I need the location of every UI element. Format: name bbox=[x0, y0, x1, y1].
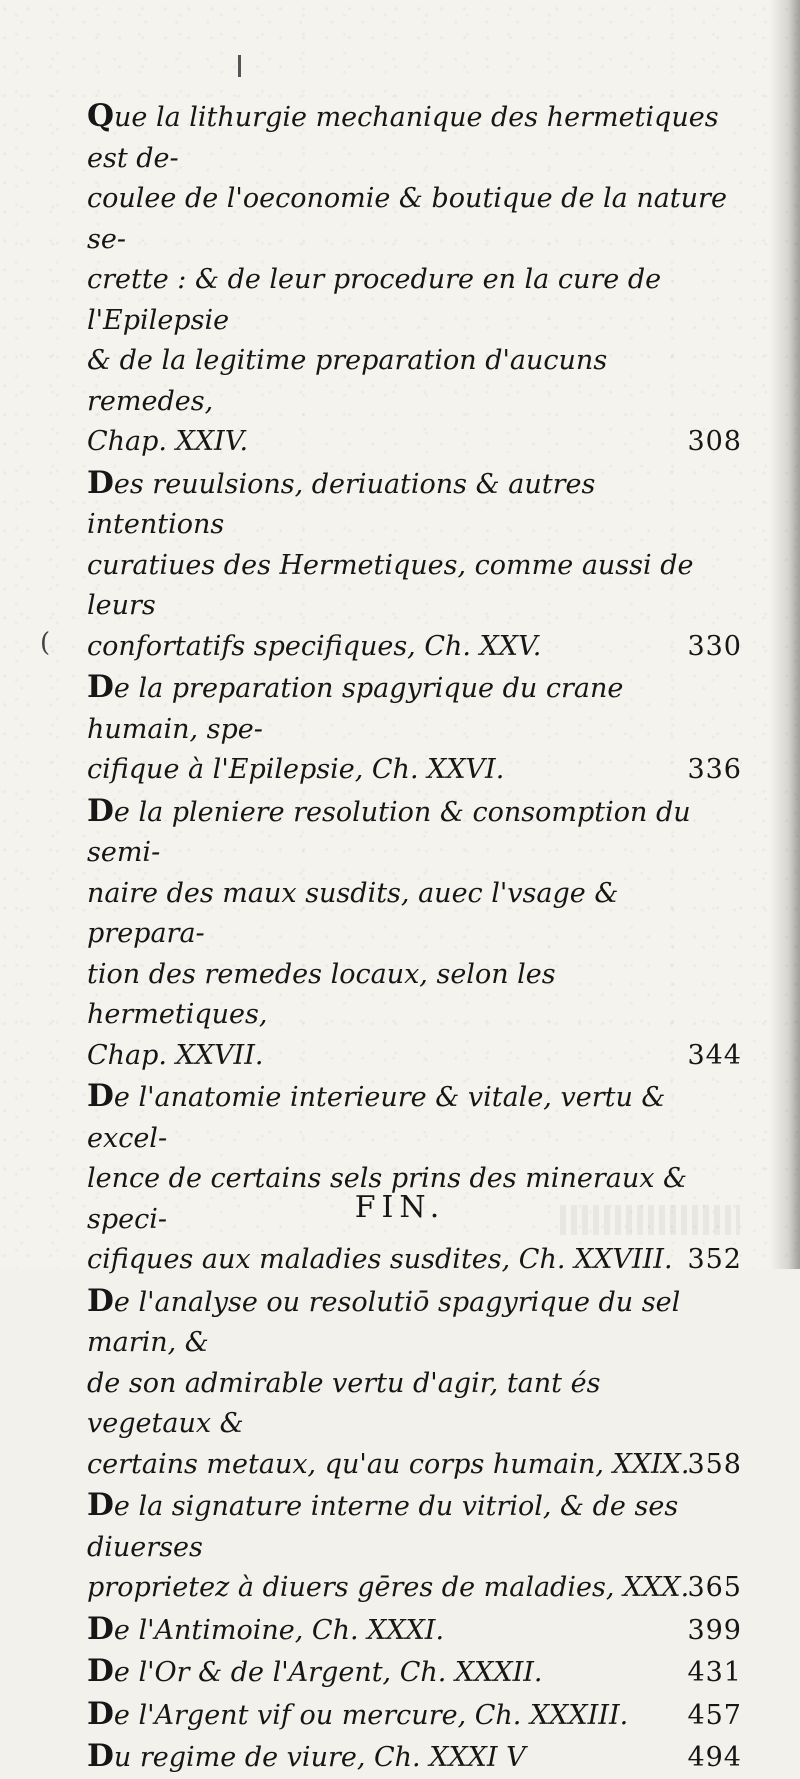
page-mark bbox=[238, 55, 241, 77]
toc-entry-text: De la pleniere resolution & consomption du semi- naire des maux susdits, auec l'vsage & prepara- tion des remedes locaux, selon les hermetiques, Chap. XXVII. bbox=[87, 792, 691, 1071]
toc-entry-text: De l'Or & de l'Argent, Ch. XXXII. bbox=[87, 1653, 543, 1689]
fin-label: FIN. bbox=[354, 1190, 446, 1225]
toc-entry bbox=[87, 1694, 742, 1737]
toc-page-number: 431 bbox=[687, 1657, 742, 1688]
toc-entry-text: Des reuulsions, deriuations & autres intentions curatiues des Hermetiques, comme aussi de leurs confortatifs specifiques, Ch. XXV. bbox=[87, 464, 694, 662]
toc-entry bbox=[87, 1076, 742, 1281]
toc-entry bbox=[87, 463, 742, 668]
toc-entry bbox=[87, 96, 742, 463]
toc-entry-text: De l'Argent vif ou mercure, Ch. XXXIII. bbox=[87, 1695, 629, 1732]
toc-page-number: 352 bbox=[687, 1244, 742, 1275]
toc-entry bbox=[87, 667, 742, 791]
toc-entry-text: Que la lithurgie mechanique des hermetiques est de- coulee de l'oeconomie & boutique de la nature se- crette : & de leur procedure en la cure de l'Epilepsie & de la legitime preparation d'aucuns remedes, Chap. XXIV. bbox=[87, 98, 727, 457]
toc-page-number: 336 bbox=[687, 754, 742, 785]
toc-entry bbox=[87, 1651, 742, 1694]
toc-entry-text: De la preparation spagyrique du crane humain, spe- cifique à l'Epilepsie, Ch. XXVI. bbox=[87, 669, 624, 785]
toc-page-number: 494 bbox=[687, 1742, 742, 1773]
toc-page-number: 308 bbox=[687, 426, 742, 457]
toc-entry-text: De la signature interne du vitriol, & de ses diuerses proprietez à diuers gēres de maladies, XXX. bbox=[87, 1487, 690, 1603]
toc-entry-text: De l'anatomie interieure & vitale, vertu & excel- lence de certains sels prins des mineraux & speci- cifiques aux maladies susdites, Ch. XXVIII. bbox=[87, 1078, 688, 1275]
toc-page-number: 399 bbox=[687, 1614, 742, 1646]
toc-entry bbox=[87, 791, 742, 1077]
toc-entry-text: De l'Antimoine, Ch. XXXI. bbox=[87, 1610, 445, 1647]
toc-page-number: 358 bbox=[687, 1448, 742, 1480]
margin-parenthesis: ( bbox=[40, 628, 51, 658]
toc-entry-text: De l'analyse ou resolutiō spagyrique du sel marin, & de son admirable vertu d'agir, tant és vegetaux & certains metaux, qu'au corps humain, XXIX. bbox=[87, 1282, 690, 1480]
toc-entry-text: Du regime de viure, Ch. XXXI V bbox=[87, 1738, 526, 1774]
toc-entry bbox=[87, 1485, 742, 1609]
table-of-contents bbox=[87, 96, 742, 1779]
toc-entry bbox=[87, 1736, 742, 1779]
toc-page-number: 457 bbox=[687, 1699, 742, 1731]
toc-page-number: 330 bbox=[687, 630, 742, 662]
page-edge-shadow bbox=[770, 0, 800, 1269]
toc-entry bbox=[87, 1609, 742, 1652]
toc-page-number: 344 bbox=[687, 1039, 742, 1071]
toc-entry bbox=[87, 1281, 742, 1486]
toc-page-number: 365 bbox=[687, 1572, 742, 1603]
